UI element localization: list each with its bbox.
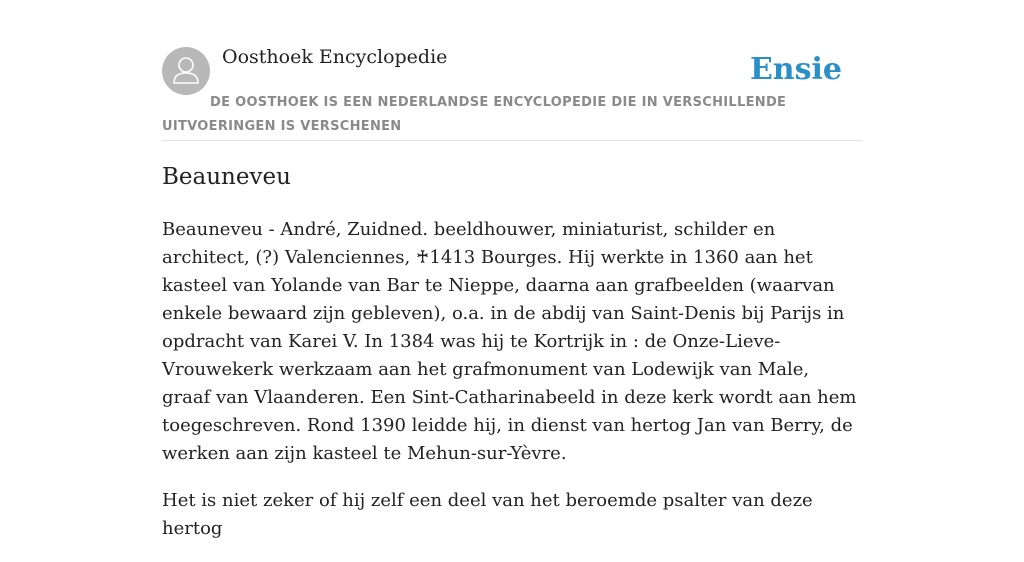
user-avatar-icon[interactable] bbox=[162, 47, 210, 95]
site-tagline: DE OOSTHOEK IS EEN NEDERLANDSE ENCYCLOPEDIE DIE IN VERSCHILLENDE UITVOERINGEN IS VERSCHENEN bbox=[162, 95, 787, 134]
article-title: Beauneveu bbox=[162, 164, 291, 190]
article-paragraph: Beauneveu - André, Zuidned. beeldhouwer, miniaturist, schilder en architect, (?) Valenciennes, ♰1413 Bourges. Hij werkte in 1360 aan het kasteel van Yolande van Bar te Nieppe, daarna aan grafbeelden (waarvan enkele bewaard zijn gebleven), o.a. in de abdij van Saint-Denis bij Parijs in opdracht van Karei V. In 1384 was hij te Kortrijk in : de Onze-Lieve-Vrouwekerk werkzaam aan het grafmonument van Lodewijk van Male, graaf van Vlaanderen. Een Sint-Catharinabeeld in deze kerk wordt aan hem toegeschreven. Rond 1390 leidde hij, in dienst van hertog Jan van Berry, de werken aan zijn kasteel te Mehun-sur-Yèvre. bbox=[162, 219, 857, 464]
page-header-container bbox=[162, 0, 862, 141]
article-body bbox=[162, 216, 862, 562]
article-paragraph: Het is niet zeker of hij zelf een deel van het beroemde psalter van deze hertog bbox=[162, 490, 813, 539]
site-header bbox=[162, 0, 862, 141]
ensie-logo[interactable]: Ensie bbox=[749, 52, 842, 87]
site-title[interactable]: Oosthoek Encyclopedie bbox=[222, 46, 448, 68]
